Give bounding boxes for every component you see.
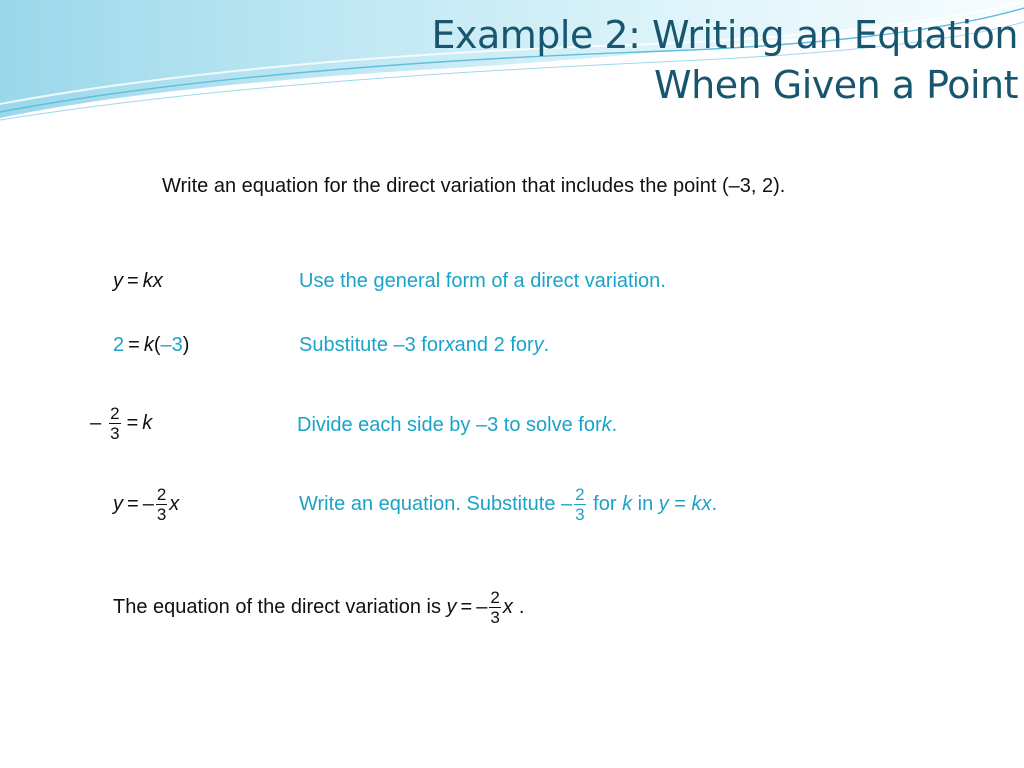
minus-sign: –	[476, 596, 488, 618]
note-text: .	[711, 493, 718, 515]
step-2-equation	[113, 334, 189, 357]
note-text: Write an equation. Substitute –	[299, 493, 573, 515]
note-var-kx: kx	[691, 493, 712, 515]
note-text: and 2 for	[454, 334, 534, 356]
note-text: for	[587, 493, 623, 515]
period: .	[518, 596, 525, 618]
note-var-k: k	[622, 493, 633, 515]
title-line-2: When Given a Point	[654, 63, 1018, 107]
var-y: y	[113, 270, 123, 292]
note-fraction-2-over-3	[574, 485, 585, 524]
step-1-note: Use the general form of a direct variation.	[299, 270, 666, 292]
step-3-equation	[90, 404, 152, 443]
right-paren: )	[182, 334, 190, 356]
note-text: .	[611, 414, 618, 436]
denominator: 3	[490, 608, 500, 627]
value-neg3: –3	[160, 334, 183, 356]
denominator: 3	[156, 505, 167, 524]
minus-sign: –	[90, 412, 102, 434]
var-x: x	[502, 596, 513, 618]
step-1-equation	[113, 270, 163, 293]
value-2: 2	[113, 334, 125, 356]
conclusion-text: The equation of the direct variation is	[113, 596, 447, 618]
numerator: 2	[490, 588, 500, 607]
problem-prompt: Write an equation for the direct variation that includes the point (–3, 2).	[162, 175, 786, 197]
fraction-2-over-3	[109, 404, 120, 443]
var-x: x	[169, 493, 180, 515]
step-3-note	[297, 414, 617, 437]
var-y: y	[446, 596, 457, 618]
equals-sign: =	[127, 270, 139, 292]
left-paren: (	[153, 334, 161, 356]
conclusion	[113, 588, 524, 627]
var-k: k	[142, 412, 153, 434]
var-k: k	[143, 334, 154, 356]
note-text: Substitute –3 for	[299, 334, 445, 356]
equals-sign: =	[127, 493, 139, 515]
note-var-x: x	[444, 334, 455, 356]
equals-sign: =	[128, 334, 140, 356]
note-var-k: k	[601, 414, 612, 436]
step-2-note	[299, 334, 549, 357]
note-text: in	[632, 493, 659, 515]
note-text: Divide each side by –3 to solve for	[297, 414, 602, 436]
var-y: y	[113, 493, 123, 515]
note-text: .	[543, 334, 550, 356]
denominator: 3	[575, 505, 585, 524]
note-var-y: y	[533, 334, 544, 356]
var-kx: kx	[142, 270, 163, 292]
fraction-2-over-3	[156, 485, 167, 524]
equals-sign: =	[126, 412, 139, 434]
note-equals: =	[668, 493, 692, 515]
note-var-y: y	[658, 493, 669, 515]
minus-sign: –	[142, 493, 154, 515]
numerator: 2	[156, 485, 167, 504]
equals-sign: =	[460, 596, 473, 618]
fraction-2-over-3	[489, 588, 500, 627]
numerator: 2	[575, 485, 585, 504]
numerator: 2	[110, 404, 120, 423]
step-4-equation	[113, 485, 179, 524]
denominator: 3	[110, 424, 120, 443]
step-4-note	[299, 485, 717, 524]
slide-title	[258, 10, 1018, 110]
title-line-1: Example 2: Writing an Equation	[431, 13, 1018, 57]
